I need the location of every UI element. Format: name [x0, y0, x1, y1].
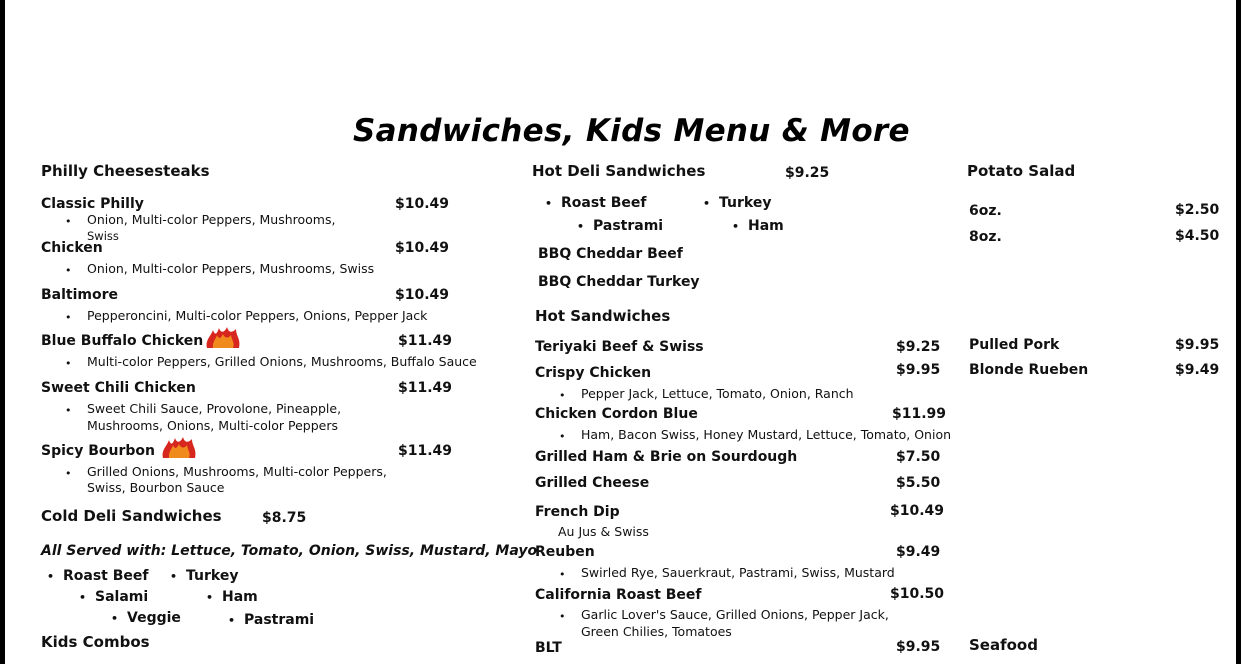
menu-item-name: Chicken: [41, 240, 103, 256]
deli-extra: BBQ Cheddar Turkey: [538, 274, 700, 290]
menu-item-price: $10.49: [890, 503, 945, 519]
cold-deli-price: $8.75: [262, 510, 307, 526]
menu-item-desc: • Ham, Bacon Swiss, Honey Mustard, Lettuce, Tomato, Onion: [581, 429, 951, 442]
deli-option: • Roast Beef: [561, 196, 647, 210]
menu-item-price: $9.49: [896, 544, 941, 560]
menu-item-name: Baltimore: [41, 287, 119, 303]
menu-item-price: $11.49: [398, 380, 453, 396]
deli-option: • Salami: [95, 590, 148, 604]
menu-item-price: $4.50: [1175, 228, 1220, 244]
menu-item-name: Chicken Cordon Blue: [535, 406, 698, 422]
deli-extra: BBQ Cheddar Beef: [538, 246, 683, 262]
menu-item-name: Teriyaki Beef & Swiss: [535, 339, 704, 355]
menu-item-price: $10.50: [890, 586, 945, 602]
hot-deli-heading: Hot Deli Sandwiches: [532, 162, 706, 180]
flame-icon: [159, 436, 199, 462]
menu-item-desc: Au Jus & Swiss: [558, 524, 649, 539]
menu-item-name: Grilled Cheese: [535, 475, 650, 491]
potato-salad-heading: Potato Salad: [967, 162, 1076, 180]
kids-combos-heading: Kids Combos: [41, 633, 150, 651]
menu-item-price: $9.95: [1175, 337, 1220, 353]
menu-item-name: California Roast Beef: [535, 587, 702, 603]
menu-item-price: $2.50: [1175, 202, 1220, 218]
deli-option: • Ham: [222, 590, 258, 604]
menu-item-name: Pulled Pork: [969, 337, 1060, 353]
menu-item-desc: • Multi-color Peppers, Grilled Onions, Mushrooms, Buffalo Sauce: [87, 356, 477, 369]
menu-item-price: $10.49: [395, 287, 450, 303]
deli-option: • Turkey: [186, 569, 238, 583]
menu-item-desc: Green Chilies, Tomatoes: [581, 624, 732, 639]
hot-deli-price: $9.25: [785, 165, 830, 181]
size-label: 6oz.: [969, 203, 1002, 219]
size-label: 8oz.: [969, 229, 1002, 245]
menu-item-desc: Swiss: [87, 229, 119, 243]
deli-option: • Pastrami: [593, 219, 663, 233]
menu-item-name: Classic Philly: [41, 196, 144, 212]
menu-item-name: Blue Buffalo Chicken: [41, 333, 204, 349]
served-with-note: All Served with: Lettuce, Tomato, Onion, Swiss, Mustard, Mayo: [41, 543, 538, 559]
deli-option: • Roast Beef: [63, 569, 149, 583]
menu-item-price: $9.25: [896, 339, 941, 355]
deli-option: • Pastrami: [244, 613, 314, 627]
menu-item-name: Spicy Bourbon: [41, 443, 155, 459]
menu-item-price: $11.49: [398, 333, 453, 349]
menu-item-desc: • Grilled Onions, Mushrooms, Multi-color Peppers,: [87, 466, 387, 479]
cold-deli-heading: Cold Deli Sandwiches: [41, 507, 222, 525]
menu-item-price: $11.99: [892, 406, 947, 422]
menu-item-name: Grilled Ham & Brie on Sourdough: [535, 449, 798, 465]
menu-item-price: $7.50: [896, 449, 941, 465]
menu-item-price: $9.49: [1175, 362, 1220, 378]
menu-page: [5, 0, 1236, 664]
menu-item-name: Reuben: [535, 544, 595, 560]
menu-item-price: $9.95: [896, 639, 941, 655]
flame-icon: [203, 326, 243, 352]
menu-item-name: French Dip: [535, 504, 620, 520]
menu-item-name: BLT: [535, 640, 562, 656]
menu-item-price: $10.49: [395, 240, 450, 256]
menu-item-desc: Swiss, Bourbon Sauce: [87, 480, 225, 495]
menu-item-desc: • Onion, Multi-color Peppers, Mushrooms,: [87, 214, 335, 227]
menu-item-name: Sweet Chili Chicken: [41, 380, 196, 396]
deli-option: • Ham: [748, 219, 784, 233]
page-title: Sandwiches, Kids Menu & More: [353, 113, 910, 149]
seafood-heading: Seafood: [969, 636, 1038, 654]
menu-item-desc: Mushrooms, Onions, Multi-color Peppers: [87, 418, 339, 433]
menu-item-desc: • Pepperoncini, Multi-color Peppers, Onions, Pepper Jack: [87, 310, 427, 323]
menu-item-price: $5.50: [896, 475, 941, 491]
menu-item-price: $9.95: [896, 362, 941, 378]
menu-item-name: Blonde Rueben: [969, 362, 1089, 378]
menu-item-price: $11.49: [398, 443, 453, 459]
deli-option: • Veggie: [127, 611, 181, 625]
menu-item-desc: • Sweet Chili Sauce, Provolone, Pineapple,: [87, 403, 341, 416]
philly-heading: Philly Cheesesteaks: [41, 162, 210, 180]
menu-item-desc: • Onion, Multi-color Peppers, Mushrooms, Swiss: [87, 263, 374, 276]
menu-item-name: Crispy Chicken: [535, 365, 652, 381]
menu-item-price: $10.49: [395, 196, 450, 212]
menu-item-desc: • Swirled Rye, Sauerkraut, Pastrami, Swiss, Mustard: [581, 567, 895, 580]
hot-sandwiches-heading: Hot Sandwiches: [535, 307, 671, 325]
deli-option: • Turkey: [719, 196, 771, 210]
menu-item-desc: • Garlic Lover's Sauce, Grilled Onions, Pepper Jack,: [581, 609, 889, 622]
menu-item-desc: • Pepper Jack, Lettuce, Tomato, Onion, Ranch: [581, 388, 854, 401]
